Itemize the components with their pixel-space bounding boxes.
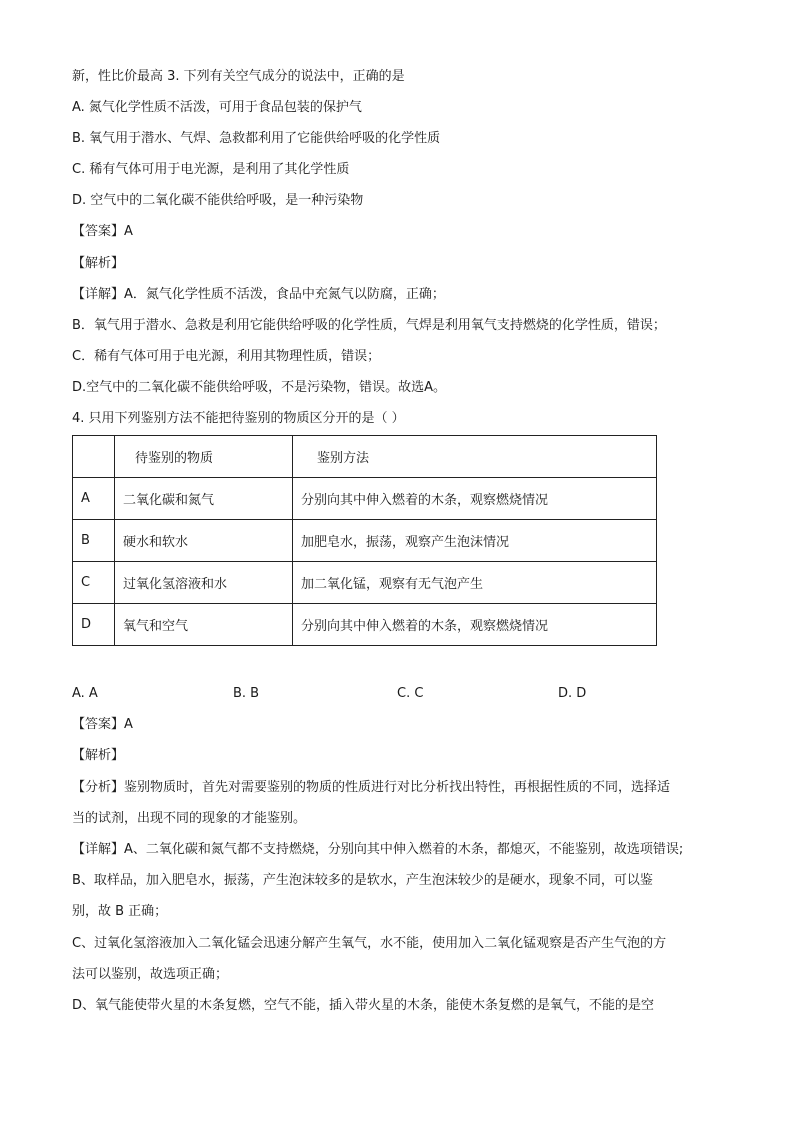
q3-option-d: D. 空气中的二氧化碳不能供给呼吸，是一种污染物 [72,193,364,208]
table-row [73,562,657,604]
q3-answer: 【答案】A [72,224,133,239]
q4-detail-line: C、过氧化氢溶液加入二氧化锰会迅速分解产生氧气，水不能，使用加入二氧化锰观察是否产生气泡的方 [72,936,667,951]
q3-detail-line: D.空气中的二氧化碳不能供给呼吸，不是污染物，错误。故选A。 [72,380,447,395]
q4-analysis-line: 当的试剂，出现不同的现象的才能鉴别。 [72,811,307,826]
q4-table [72,435,657,646]
table-row [73,520,657,562]
q4-choice-a: A. A [72,686,98,701]
table-header-cell: 鉴别方法 [293,436,657,478]
q4-analysis-label: 【解析】 [72,748,125,763]
table-header-cell [73,436,115,478]
table-cell: D [73,604,115,646]
q4-choice-c: C. C [397,686,424,701]
q3-stem: 新，性比价最高 3. 下列有关空气成分的说法中，正确的是 [72,69,405,84]
q4-detail-line: B、取样品，加入肥皂水，振荡，产生泡沫较多的是软水，产生泡沫较少的是硬水，现象不同，可以鉴 [72,873,653,888]
q4-stem: 4. 只用下列鉴别方法不能把待鉴别的物质区分开的是（ ） [72,411,405,426]
q3-detail-line: B．氧气用于潜水、急救是利用它能供给呼吸的化学性质，气焊是利用氧气支持燃烧的化学性质，错误； [72,318,666,333]
q3-analysis-label: 【解析】 [72,256,125,271]
q4-choice-b: B. B [233,686,260,701]
q4-choice-d: D. D [558,686,587,701]
table-cell: 分别向其中伸入燃着的木条，观察燃烧情况 [293,478,657,520]
q4-detail-line: D、氧气能使带火星的木条复燃，空气不能，插入带火星的木条，能使木条复燃的是氧气，不能的是空 [72,998,655,1013]
table-cell: B [73,520,115,562]
table-cell: C [73,562,115,604]
q3-option-c: C. 稀有气体可用于电光源，是利用了其化学性质 [72,162,350,177]
q4-answer: 【答案】A [72,717,133,732]
table-header-row [73,436,657,478]
table-cell: 加二氧化锰，观察有无气泡产生 [293,562,657,604]
q4-choices [72,686,656,704]
q4-detail-line: 【详解】A、二氧化碳和氮气都不支持燃烧，分别向其中伸入燃着的木条，都熄灭，不能鉴别，故选项错误; [72,842,684,857]
table-cell: A [73,478,115,520]
table-cell: 过氧化氢溶液和水 [115,562,293,604]
table-row [73,604,657,646]
table-header-cell: 待鉴别的物质 [115,436,293,478]
table-cell: 硬水和软水 [115,520,293,562]
q4-detail-line: 别，故 B 正确； [72,904,168,919]
q3-option-b: B. 氧气用于潜水、气焊、急救都利用了它能供给呼吸的化学性质 [72,131,441,146]
q4-analysis-line: 【分析】鉴别物质时，首先对需要鉴别的物质的性质进行对比分析找出特性，再根据性质的不同，选择适 [72,780,671,795]
table-cell: 分别向其中伸入燃着的木条，观察燃烧情况 [293,604,657,646]
table-cell: 二氧化碳和氮气 [115,478,293,520]
table-cell: 氧气和空气 [115,604,293,646]
table-row [73,478,657,520]
table-cell: 加肥皂水，振荡，观察产生泡沫情况 [293,520,657,562]
q3-detail-line: C．稀有气体可用于电光源，利用其物理性质，错误； [72,349,381,364]
q3-option-a: A. 氮气化学性质不活泼，可用于食品包装的保护气 [72,100,362,115]
q3-detail-line: 【详解】A．氮气化学性质不活泼，食品中充氮气以防腐，正确； [72,287,445,302]
q4-detail-line: 法可以鉴别，故选项正确； [72,967,229,982]
